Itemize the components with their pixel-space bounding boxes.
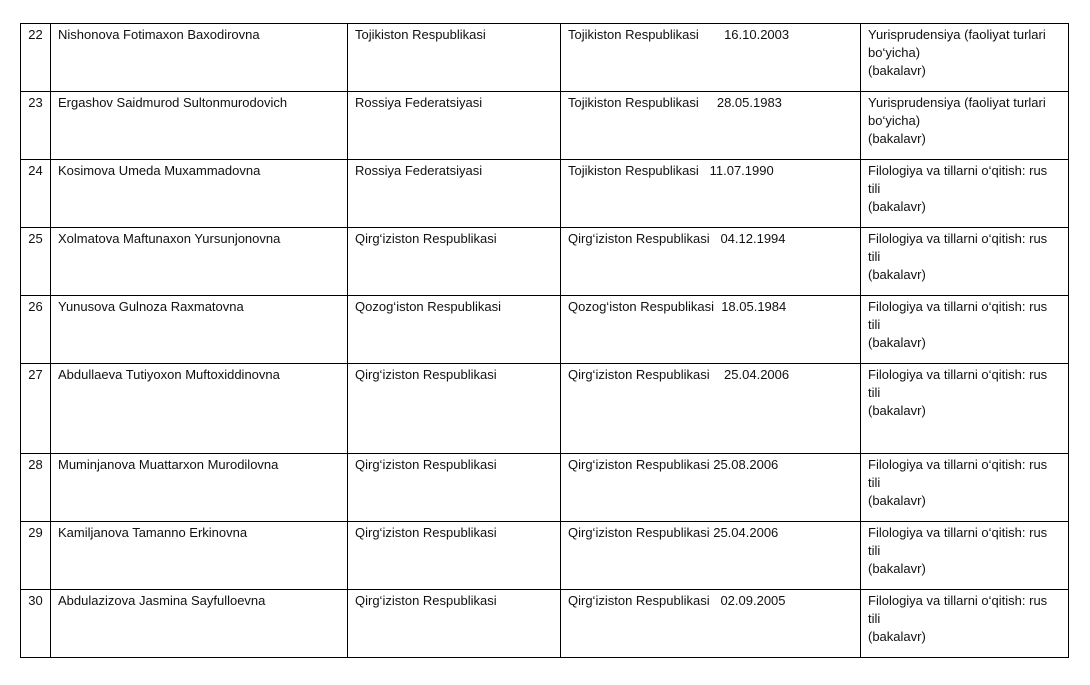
table-row [21, 454, 1069, 522]
row-number: 26 [21, 296, 51, 364]
specialty: Filologiya va tillarni o‘qitish: rus tili (bakalavr) [861, 590, 1069, 658]
row-number: 24 [21, 160, 51, 228]
specialty: Filologiya va tillarni o‘qitish: rus tili (bakalavr) [861, 522, 1069, 590]
birth-place-date: Qirg‘iziston Respublikasi 02.09.2005 [561, 590, 861, 658]
birth-place-date: Tojikiston Respublikasi 11.07.1990 [561, 160, 861, 228]
citizenship: Rossiya Federatsiyasi [348, 160, 561, 228]
birth-place-date: Qirg‘iziston Respublikasi 25.04.2006 [561, 364, 861, 454]
row-number: 27 [21, 364, 51, 454]
specialty: Filologiya va tillarni o‘qitish: rus tili (bakalavr) [861, 364, 1069, 454]
full-name: Yunusova Gulnoza Raxmatovna [51, 296, 348, 364]
full-name: Xolmatova Maftunaxon Yursunjonovna [51, 228, 348, 296]
full-name: Ergashov Saidmurod Sultonmurodovich [51, 92, 348, 160]
full-name: Muminjanova Muattarxon Murodilovna [51, 454, 348, 522]
citizenship: Qirg‘iziston Respublikasi [348, 454, 561, 522]
full-name: Abdulazizova Jasmina Sayfulloevna [51, 590, 348, 658]
specialty: Filologiya va tillarni o‘qitish: rus tili (bakalavr) [861, 296, 1069, 364]
specialty: Filologiya va tillarni o‘qitish: rus tili (bakalavr) [861, 228, 1069, 296]
row-number: 29 [21, 522, 51, 590]
specialty: Yurisprudensiya (faoliyat turlari bo‘yicha) (bakalavr) [861, 24, 1069, 92]
row-number: 28 [21, 454, 51, 522]
citizenship: Qirg‘iziston Respublikasi [348, 522, 561, 590]
specialty: Filologiya va tillarni o‘qitish: rus tili (bakalavr) [861, 454, 1069, 522]
birth-place-date: Qirg‘iziston Respublikasi 25.08.2006 [561, 454, 861, 522]
row-number: 30 [21, 590, 51, 658]
citizenship: Qirg‘iziston Respublikasi [348, 228, 561, 296]
table-row [21, 228, 1069, 296]
specialty: Filologiya va tillarni o‘qitish: rus tili (bakalavr) [861, 160, 1069, 228]
full-name: Kamiljanova Tamanno Erkinovna [51, 522, 348, 590]
citizenship: Qozog‘iston Respublikasi [348, 296, 561, 364]
table-row [21, 24, 1069, 92]
table-row [21, 590, 1069, 658]
row-number: 25 [21, 228, 51, 296]
table-row [21, 296, 1069, 364]
full-name: Abdullaeva Tutiyoxon Muftoxiddinovna [51, 364, 348, 454]
full-name: Nishonova Fotimaxon Baxodirovna [51, 24, 348, 92]
citizenship: Qirg‘iziston Respublikasi [348, 364, 561, 454]
specialty: Yurisprudensiya (faoliyat turlari bo‘yicha) (bakalavr) [861, 92, 1069, 160]
citizenship: Tojikiston Respublikasi [348, 24, 561, 92]
table-row [21, 92, 1069, 160]
birth-place-date: Qirg‘iziston Respublikasi 25.04.2006 [561, 522, 861, 590]
table-row [21, 522, 1069, 590]
birth-place-date: Tojikiston Respublikasi 16.10.2003 [561, 24, 861, 92]
citizenship: Qirg‘iziston Respublikasi [348, 590, 561, 658]
citizenship: Rossiya Federatsiyasi [348, 92, 561, 160]
table-row [21, 364, 1069, 454]
row-number: 22 [21, 24, 51, 92]
birth-place-date: Qozog‘iston Respublikasi 18.05.1984 [561, 296, 861, 364]
birth-place-date: Tojikiston Respublikasi 28.05.1983 [561, 92, 861, 160]
full-name: Kosimova Umeda Muxammadovna [51, 160, 348, 228]
students-table [20, 23, 1069, 658]
row-number: 23 [21, 92, 51, 160]
birth-place-date: Qirg‘iziston Respublikasi 04.12.1994 [561, 228, 861, 296]
table-row [21, 160, 1069, 228]
